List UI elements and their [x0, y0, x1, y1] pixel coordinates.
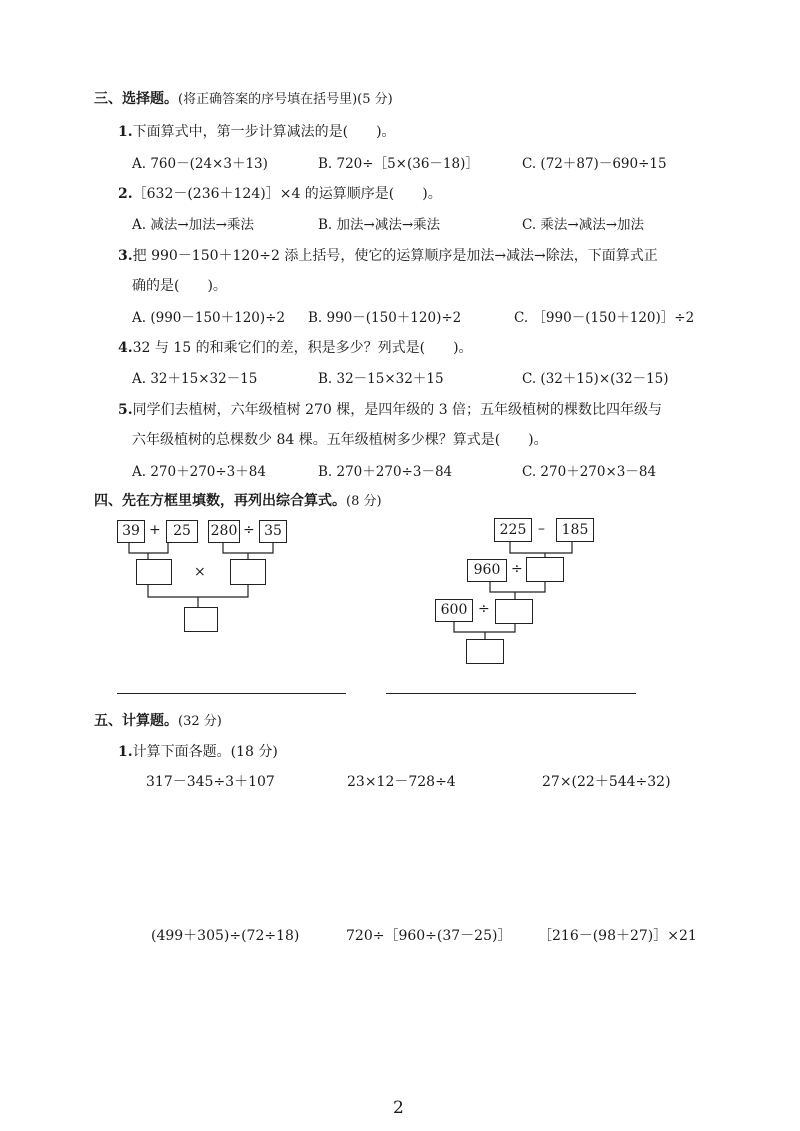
section-4-note: (8 分) — [346, 494, 382, 509]
option-b[interactable]: B. 加法→减法→乘法 — [318, 217, 441, 233]
option-a[interactable]: A. 270＋270÷3＋84 — [132, 464, 266, 480]
number-box: 280 — [208, 520, 240, 543]
number-box: 960 — [467, 559, 507, 582]
question-number: 3. — [118, 248, 133, 264]
option-b[interactable]: B. 270＋270÷3－84 — [318, 464, 453, 480]
plus-sign: + — [149, 522, 161, 538]
option-b[interactable]: B. 32－15×32＋15 — [318, 371, 444, 387]
section-5-heading — [94, 710, 222, 730]
number-box: 35 — [259, 520, 287, 543]
option-c[interactable]: C. ［990－(150＋120)］÷2 — [514, 310, 695, 326]
divide-sign: ÷ — [478, 601, 490, 617]
option-a[interactable]: A. 32＋15×32－15 — [132, 371, 258, 387]
multiply-sign: × — [194, 564, 206, 580]
expression: 317－345÷3＋107 — [146, 774, 275, 790]
number-box: 225 — [494, 518, 532, 542]
question-number: 1. — [118, 124, 133, 140]
question-text: 下面算式中，第一步计算减法的是( )。 — [132, 124, 396, 140]
expression: 27×(22＋544÷32) — [542, 774, 671, 790]
question-text: 同学们去植树，六年级植树 270 棵，是四年级的 3 倍；五年级植树的棵数比四年级与 — [132, 402, 663, 418]
option-c[interactable]: C. (72＋87)－690÷15 — [522, 156, 667, 172]
question-text: 把 990－150＋120÷2 添上括号，使它的运算顺序是加法→减法→除法，下面算式正 — [132, 248, 658, 264]
question-number: 1. — [118, 744, 133, 760]
question-text: ［632－(236＋124)］×4 的运算顺序是( )。 — [132, 186, 442, 202]
option-a[interactable]: A. (990－150＋120)÷2 — [132, 310, 286, 326]
question-number: 4. — [118, 340, 133, 356]
divide-sign: ÷ — [511, 561, 523, 577]
option-b[interactable]: B. 990－(150＋120)÷2 — [308, 310, 462, 326]
page-number: 2 — [393, 1098, 404, 1118]
option-a[interactable]: A. 减法→加法→乘法 — [132, 217, 254, 233]
section-4-title: 四、先在方框里填数，再列出综合算式。 — [94, 493, 346, 509]
option-a[interactable]: A. 760－(24×3＋13) — [132, 156, 268, 172]
question-text: 计算下面各题。(18 分) — [132, 744, 278, 760]
option-c[interactable]: C. (32＋15)×(32－15) — [522, 371, 669, 387]
answer-line[interactable] — [386, 693, 636, 694]
option-b[interactable]: B. 720÷［5×(36－18)］ — [318, 156, 479, 172]
question-3-continued: 确的是( )。 — [132, 278, 227, 294]
subquestion-1 — [118, 741, 278, 761]
answer-line[interactable] — [117, 693, 346, 694]
answer-box[interactable] — [466, 639, 504, 664]
divide-sign: ÷ — [243, 522, 255, 538]
number-box: 25 — [166, 520, 198, 543]
expression: 720÷［960÷(37－25)］ — [346, 928, 512, 944]
answer-box[interactable] — [526, 557, 564, 582]
answer-box[interactable] — [136, 559, 172, 585]
expression: ［216－(98＋27)］×21 — [538, 928, 697, 944]
section-5-title: 五、计算题。 — [94, 713, 178, 729]
question-text: 32 与 15 的和乘它们的差，积是多少？列式是( )。 — [132, 340, 473, 356]
question-number: 5. — [118, 402, 133, 418]
section-3-note: (将正确答案的序号填在括号里)(5 分) — [178, 92, 393, 107]
question-5-continued: 六年级植树的总棵数少 84 棵。五年级植树多少棵？算式是( )。 — [132, 432, 548, 448]
option-c[interactable]: C. 270＋270×3－84 — [522, 464, 657, 480]
expression: 23×12－728÷4 — [347, 774, 456, 790]
expression: (499＋305)÷(72÷18) — [151, 928, 300, 944]
option-c[interactable]: C. 乘法→减法→加法 — [522, 217, 645, 233]
answer-box[interactable] — [184, 607, 218, 632]
answer-box[interactable] — [230, 559, 266, 585]
minus-sign: – — [538, 521, 545, 537]
question-number: 2. — [118, 186, 133, 202]
number-box: 39 — [117, 520, 145, 543]
number-box: 600 — [435, 599, 473, 622]
section-5-note: (32 分) — [178, 714, 222, 729]
number-box: 185 — [556, 518, 594, 542]
section-3-title: 三、选择题。 — [94, 91, 178, 107]
answer-box[interactable] — [495, 599, 533, 624]
